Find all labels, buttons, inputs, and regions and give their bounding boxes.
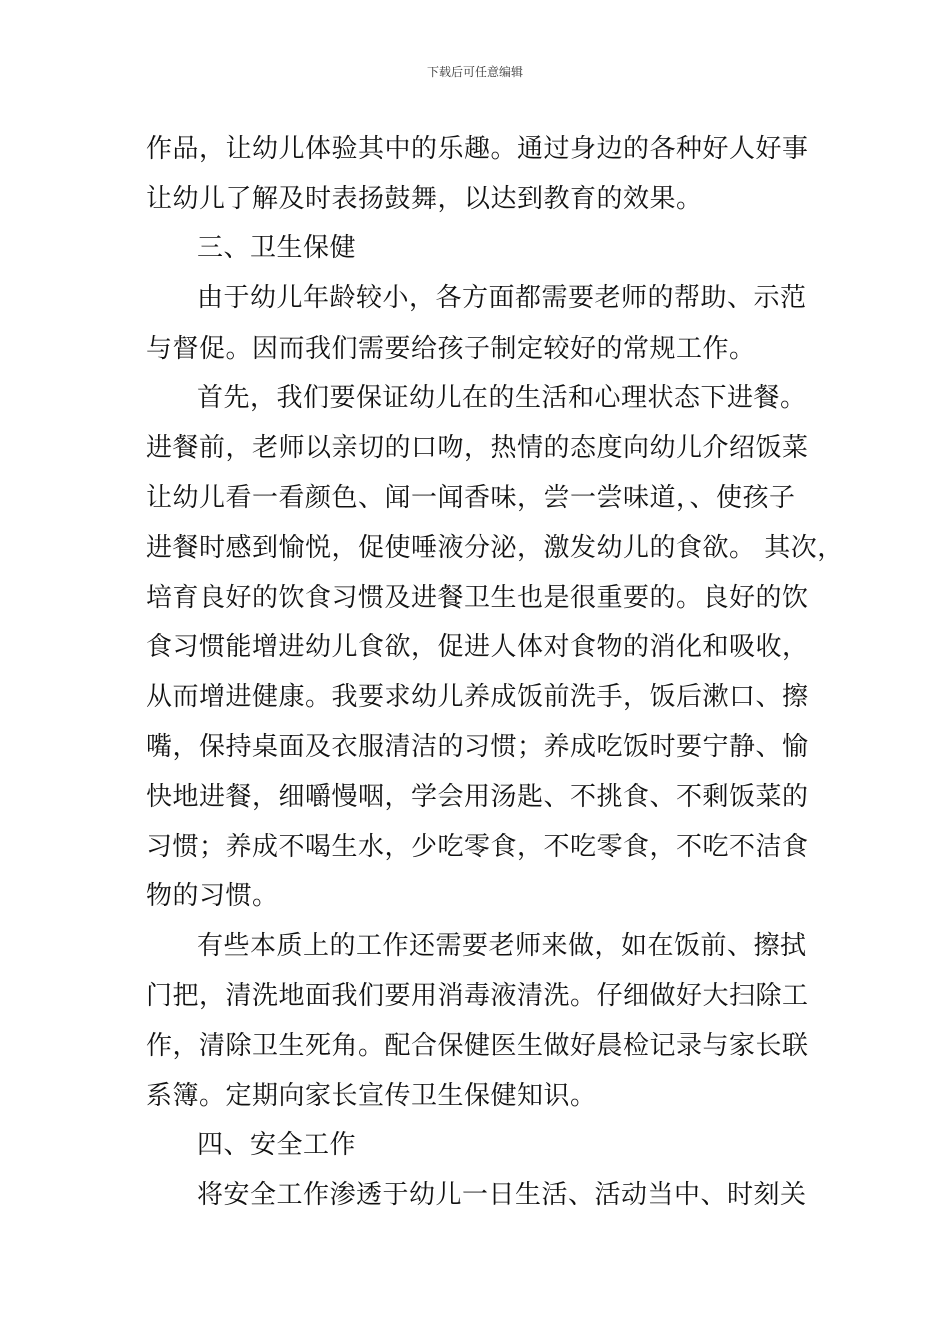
text-line: 习惯；养成不喝生水，少吃零食，不吃零食，不吃不洁食 (146, 832, 809, 862)
text-line: 进餐前，老师以亲切的口吻，热情的态度向幼儿介绍饭菜 (146, 433, 809, 463)
text-line: 食习惯能增进幼儿食欲，促进人体对食物的消化和吸收， (146, 632, 809, 662)
text-line: 由于幼儿年龄较小，各方面都需要老师的帮助、示范 (197, 283, 807, 313)
text-line: 快地进餐，细嚼慢咽，学会用汤匙、不挑食、不剩饭菜的 (146, 782, 809, 812)
text-line: 作品，让幼儿体验其中的乐趣。通过身边的各种好人好事 (146, 134, 809, 164)
text-line: 有些本质上的工作还需要老师来做，如在饭前、擦拭 (197, 931, 807, 961)
section-heading: 三、卫生保健 (197, 233, 357, 263)
text-line: 从而增进健康。我要求幼儿养成饭前洗手，饭后漱口、擦 (146, 682, 809, 712)
text-line: 物的习惯。 (146, 881, 279, 911)
section-heading: 四、安全工作 (197, 1130, 357, 1160)
text-line: 进餐时感到愉悦，促使唾液分泌，激发幼儿的食欲。 其次， (146, 533, 844, 563)
text-line: 让幼儿看一看颜色、闻一闻香味，尝一尝味道，、使孩子 (146, 483, 796, 513)
text-line: 让幼儿了解及时表扬鼓舞，以达到教育的效果。 (146, 184, 703, 214)
text-line: 与督促。因而我们需要给孩子制定较好的常规工作。 (146, 334, 756, 364)
text-line: 首先，我们要保证幼儿在的生活和心理状态下进餐。 (197, 383, 807, 413)
text-line: 嘴，保持桌面及衣服清洁的习惯；养成吃饭时要宁静、愉 (146, 732, 809, 762)
text-line: 培育良好的饮食习惯及进餐卫生也是很重要的。良好的饮 (146, 583, 809, 613)
page-header: 下载后可任意编辑 (426, 65, 523, 79)
text-line: 将安全工作渗透于幼儿一日生活、活动当中、时刻关 (197, 1180, 807, 1210)
text-line: 作，清除卫生死角。配合保健医生做好晨检记录与家长联 (146, 1031, 809, 1061)
text-line: 系簿。定期向家长宣传卫生保健知识。 (146, 1081, 597, 1111)
text-line: 门把，清洗地面我们要用消毒液清洗。仔细做好大扫除工 (146, 981, 809, 1011)
